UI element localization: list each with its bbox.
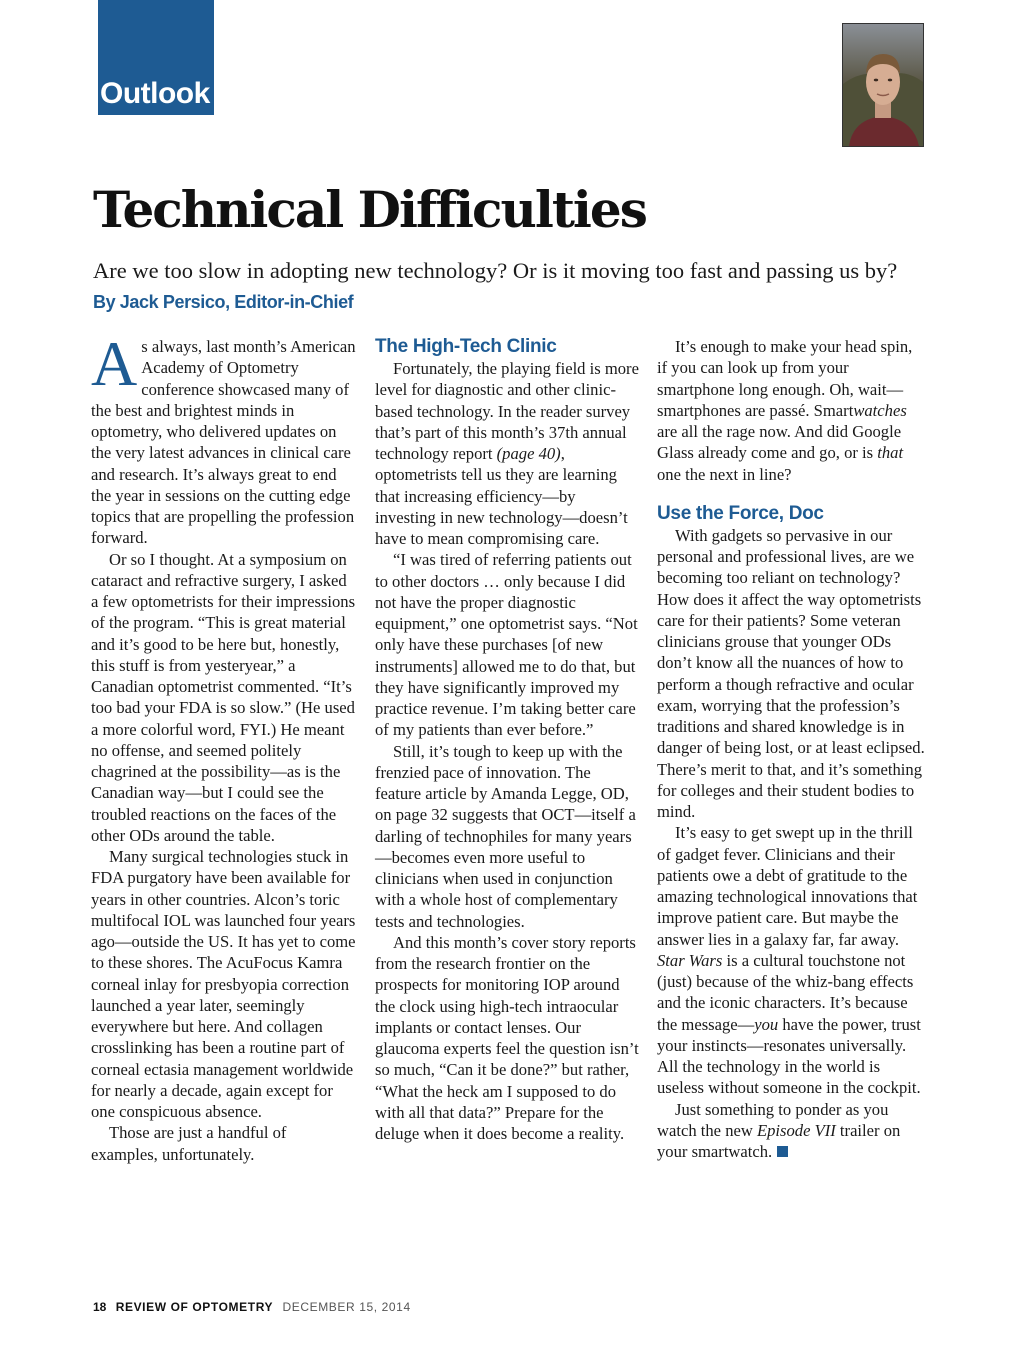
page-reference: (page 40) [496, 444, 561, 463]
paragraph [375, 358, 640, 549]
emphasis: Star Wars [657, 950, 723, 970]
paragraph-text: Just something to ponder as you watch the new [657, 1099, 889, 1140]
article-deck: Are we too slow in adopting new technology? Or is it moving too fast and passing us by? [93, 258, 898, 283]
page-footer [93, 1300, 411, 1314]
issue-date: DECEMBER 15, 2014 [282, 1300, 411, 1314]
paragraph: Many surgical technologies stuck in FDA purgatory have been available for years in other countries. Alcon’s toric multifocal IOL was launched four years ago—outside the US. It has yet to come to these shores. The AcuFocus Kamra corneal inlay for presbyopia correction launched a year later, seemingly everywhere but here. And collagen crosslinking has been a routine part of corneal ectasia management worldwide for nearly a decade, again except for one conspicuous absence. [91, 847, 356, 1121]
paragraph [657, 336, 925, 485]
author-portrait-image [843, 24, 923, 146]
paragraph: Those are just a handful of examples, unfortunately. [91, 1123, 287, 1164]
paragraph-text: trailer on your smartwatch. [657, 1120, 901, 1161]
subhead-use-the-force: Use the Force, Doc [657, 502, 824, 524]
article-title: Technical Difficulties [93, 180, 646, 239]
paragraph-text: , optometrists tell us they are learning that increasing efficiency—by investing in new technology—doesn’t have to mean compromising care. [375, 444, 628, 548]
paragraph-text: are all the rage now. And did Google Glass already come and go, or is [657, 422, 902, 463]
emphasis: that [877, 443, 904, 463]
paragraph-text: is a cultural touchstone not (just) because of the whiz-bang effects and the iconic characters. It’s because the message— [657, 950, 914, 1034]
paragraph [657, 1099, 925, 1163]
column-1 [91, 328, 356, 1165]
column-2 [375, 336, 640, 1144]
paragraph: With gadgets so pervasive in our personal and professional lives, are we becoming too reliant on technology? How does it affect the way optometrists care for their patients? Some veteran clinicians grouse that younger ODs don’t know all the nuances of how to perform a though refractive and ocular exam, worrying that the profession’s traditions and shared knowledge is in danger of being lost, or at least eclipsed. There’s merit to that, and it’s something for colleges and their student bodies to mind. [657, 525, 925, 821]
paragraph-text: have the power, trust your instincts—resonates universally. All the technology in the world is useless without someone in the cockpit. [657, 1014, 921, 1098]
paragraph [657, 822, 925, 1098]
article-byline: By Jack Persico, Editor-in-Chief [93, 292, 354, 312]
emphasis: you [754, 1014, 779, 1034]
drop-cap: A [91, 328, 138, 399]
page-number: 18 [93, 1300, 107, 1314]
emphasis: Episode VII [756, 1120, 836, 1140]
paragraph-text: Fortunately, the playing field is more level for diagnostic and other clinic-based technology. In the reader survey that’s part of this month’s 37th annual technology report [375, 359, 639, 463]
paragraph: Still, it’s tough to keep up with the frenzied pace of innovation. The feature article by Amanda Legge, OD, on page 32 suggests that OCT—itself a darling of technophiles for many years—becomes even more useful to clinicians when used in conjunction with a whole host of complementary tests and technologies. [375, 741, 636, 931]
paragraph-text: one the next in line? [657, 464, 792, 484]
paragraph [91, 328, 356, 549]
paragraph-text: It’s enough to make your head spin, if you can look up from your smartphone long enough. Oh, wait—smartphones are passé. Smart [657, 337, 913, 420]
paragraph-text: It’s easy to get swept up in the thrill of gadget fever. Clinicians and their patients owe a debt of gratitude to the amazing technological innovations that improve patient care. But maybe the answer lies in a galaxy far, far away. [657, 823, 918, 949]
emphasis: watches [853, 400, 907, 420]
author-photo [842, 23, 924, 147]
publication-name: REVIEW OF OPTOMETRY [115, 1300, 274, 1314]
subhead-high-tech-clinic: The High-Tech Clinic [375, 336, 557, 357]
column-3 [657, 336, 925, 1162]
paragraph: And this month’s cover story reports from the research frontier on the prospects for monitoring IOP around the clock using high-tech intraocular implants or contact lenses. Our glaucoma experts feel the question isn’t so much, “Can it be done?” but rather, “What the heck am I supposed to do with all that data?” Prepare for the deluge when it does become a reality. [375, 932, 639, 1143]
paragraph-text: s always, last month’s American Academy of Optometry conference showcased many of the best and brightest minds in optometry, who delivered updates on the very latest advances in clinical care and research. It’s always great to end the year in sessions on the cutting edge topics that are propelling the profession forward. [91, 337, 356, 548]
section-label: Outlook [100, 77, 210, 110]
end-mark-icon [777, 1146, 788, 1157]
paragraph: Or so I thought. At a symposium on cataract and refractive surgery, I asked a few optometrists for their impressions of the program. “This is great material and it’s good to be here but, honestly, this stuff is from yesteryear,” a Canadian optometrist commented. “It’s too bad your FDA is so slow.” (He used a more colorful word, FYI.) He meant no offense, and seemed politely chagrined at the possibility—as is the Canadian way—but I could see the troubled reactions on the faces of the other ODs around the table. [91, 549, 356, 845]
paragraph: “I was tired of referring patients out to other doctors … only because I did not have the proper diagnostic equipment,” one optometrist says. “Not only have these purchases [of new instruments] allowed me to do that, but they have significantly improved my practice revenue. I’m taking better care of my patients than ever before.” [375, 550, 638, 740]
section-tab [98, 0, 214, 115]
